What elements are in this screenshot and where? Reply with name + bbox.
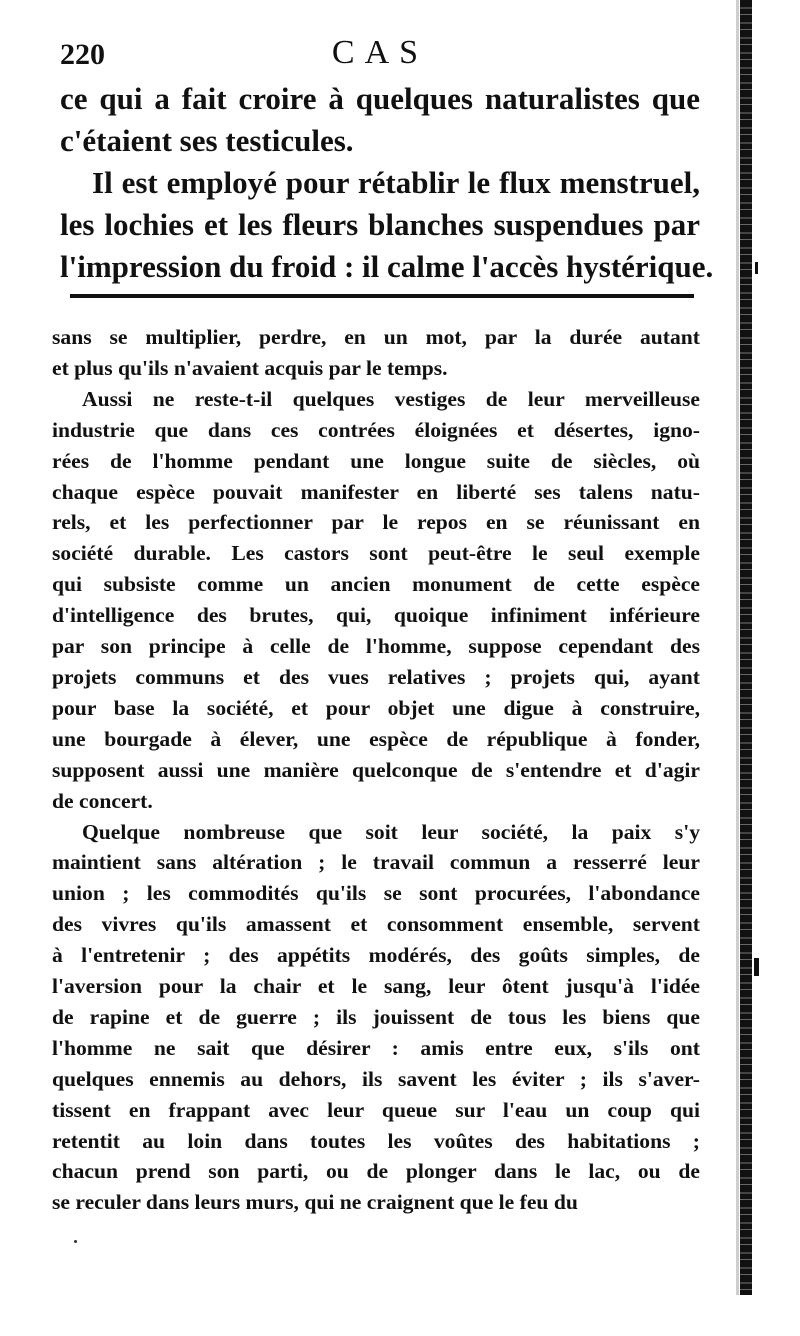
text-line: de rapine et de guerre ; ils jouissent de tous les biens que <box>52 1004 700 1029</box>
text-line: les lochies et les fleurs blanches suspendues par <box>60 207 700 242</box>
paragraph <box>60 162 714 288</box>
text-line: rels, et les perfectionner par le repos en se réunissant en <box>52 510 700 535</box>
paragraph <box>52 322 700 384</box>
text-line: industrie que dans ces contrées éloignées et désertes, igno- <box>52 417 700 442</box>
text-line: maintient sans altération ; le travail commun a resserré leur <box>52 850 700 875</box>
book-spine-edge <box>740 0 752 1295</box>
paragraph <box>60 78 700 162</box>
text-line: sans se multiplier, perdre, en un mot, par la durée autant <box>52 325 700 349</box>
text-line: une bourgade à élever, une espèce de république à fonder, <box>52 726 700 751</box>
text-line: des vivres qu'ils amassent et consomment ensemble, servent <box>52 912 700 937</box>
paragraph <box>52 384 700 817</box>
text-line: et plus qu'ils n'avaient acquis par le temps. <box>52 355 448 380</box>
text-line: Il est employé pour rétablir le flux menstruel, <box>92 165 700 200</box>
ink-speck <box>74 1240 77 1243</box>
text-line: chacun prend son parti, ou de plonger dans le lac, ou de <box>52 1159 700 1184</box>
edge-mark <box>755 262 758 274</box>
text-line: Quelque nombreuse que soit leur société, la paix s'y <box>82 819 700 844</box>
lower-text-block <box>52 322 700 1218</box>
text-line: retentit au loin dans toutes les voûtes des habitations ; <box>52 1128 700 1153</box>
text-line: à l'entretenir ; des appétits modérés, des goûts simples, de <box>52 943 700 968</box>
edge-mark <box>754 958 759 976</box>
text-line: l'aversion pour la chair et le sang, leur ôtent jusqu'à l'idée <box>52 974 700 999</box>
text-line: d'intelligence des brutes, qui, quoique infiniment inférieure <box>52 603 700 628</box>
text-line: rées de l'homme pendant une longue suite de siècles, où <box>52 448 700 473</box>
text-line: qui subsiste comme un ancien monument de cette espèce <box>52 572 700 597</box>
text-line: par son principe à celle de l'homme, suppose cependant des <box>52 634 700 659</box>
text-line: société durable. Les castors sont peut-être le seul exemple <box>52 541 700 566</box>
text-line: quelques ennemis au dehors, ils savent les éviter ; ils s'aver- <box>52 1066 700 1091</box>
text-line: c'étaient ses testicules. <box>60 123 354 158</box>
text-line: chaque espèce pouvait manifester en liberté ses talens natu- <box>52 479 700 504</box>
page-number: 220 <box>60 38 105 71</box>
upper-text-block <box>60 78 714 288</box>
text-line: supposent aussi une manière quelconque de s'entendre et d'agir <box>52 757 700 782</box>
section-divider <box>70 294 694 298</box>
text-line: l'impression du froid : il calme l'accès hystérique. <box>60 249 714 284</box>
page-edge-shadow <box>736 0 739 1295</box>
text-line: union ; les commodités qu'ils se sont procurées, l'abondance <box>52 881 700 906</box>
text-line: ce qui a fait croire à quelques naturalistes que <box>60 81 700 116</box>
text-line: de concert. <box>52 788 153 813</box>
text-line: l'homme ne sait que désirer : amis entre eux, s'ils ont <box>52 1035 700 1060</box>
page-header <box>60 32 700 72</box>
text-line: se reculer dans leurs murs, qui ne craignent que le feu du <box>52 1190 578 1215</box>
running-title: CAS <box>331 34 429 71</box>
paragraph <box>52 817 700 1219</box>
text-line: projets communs et des vues relatives ; projets qui, ayant <box>52 664 700 689</box>
text-line: pour base la société, et pour objet une digue à construire, <box>52 695 700 720</box>
text-line: tissent en frappant avec leur queue sur l'eau un coup qui <box>52 1097 700 1122</box>
text-line: Aussi ne reste-t-il quelques vestiges de leur merveilleuse <box>82 386 700 411</box>
